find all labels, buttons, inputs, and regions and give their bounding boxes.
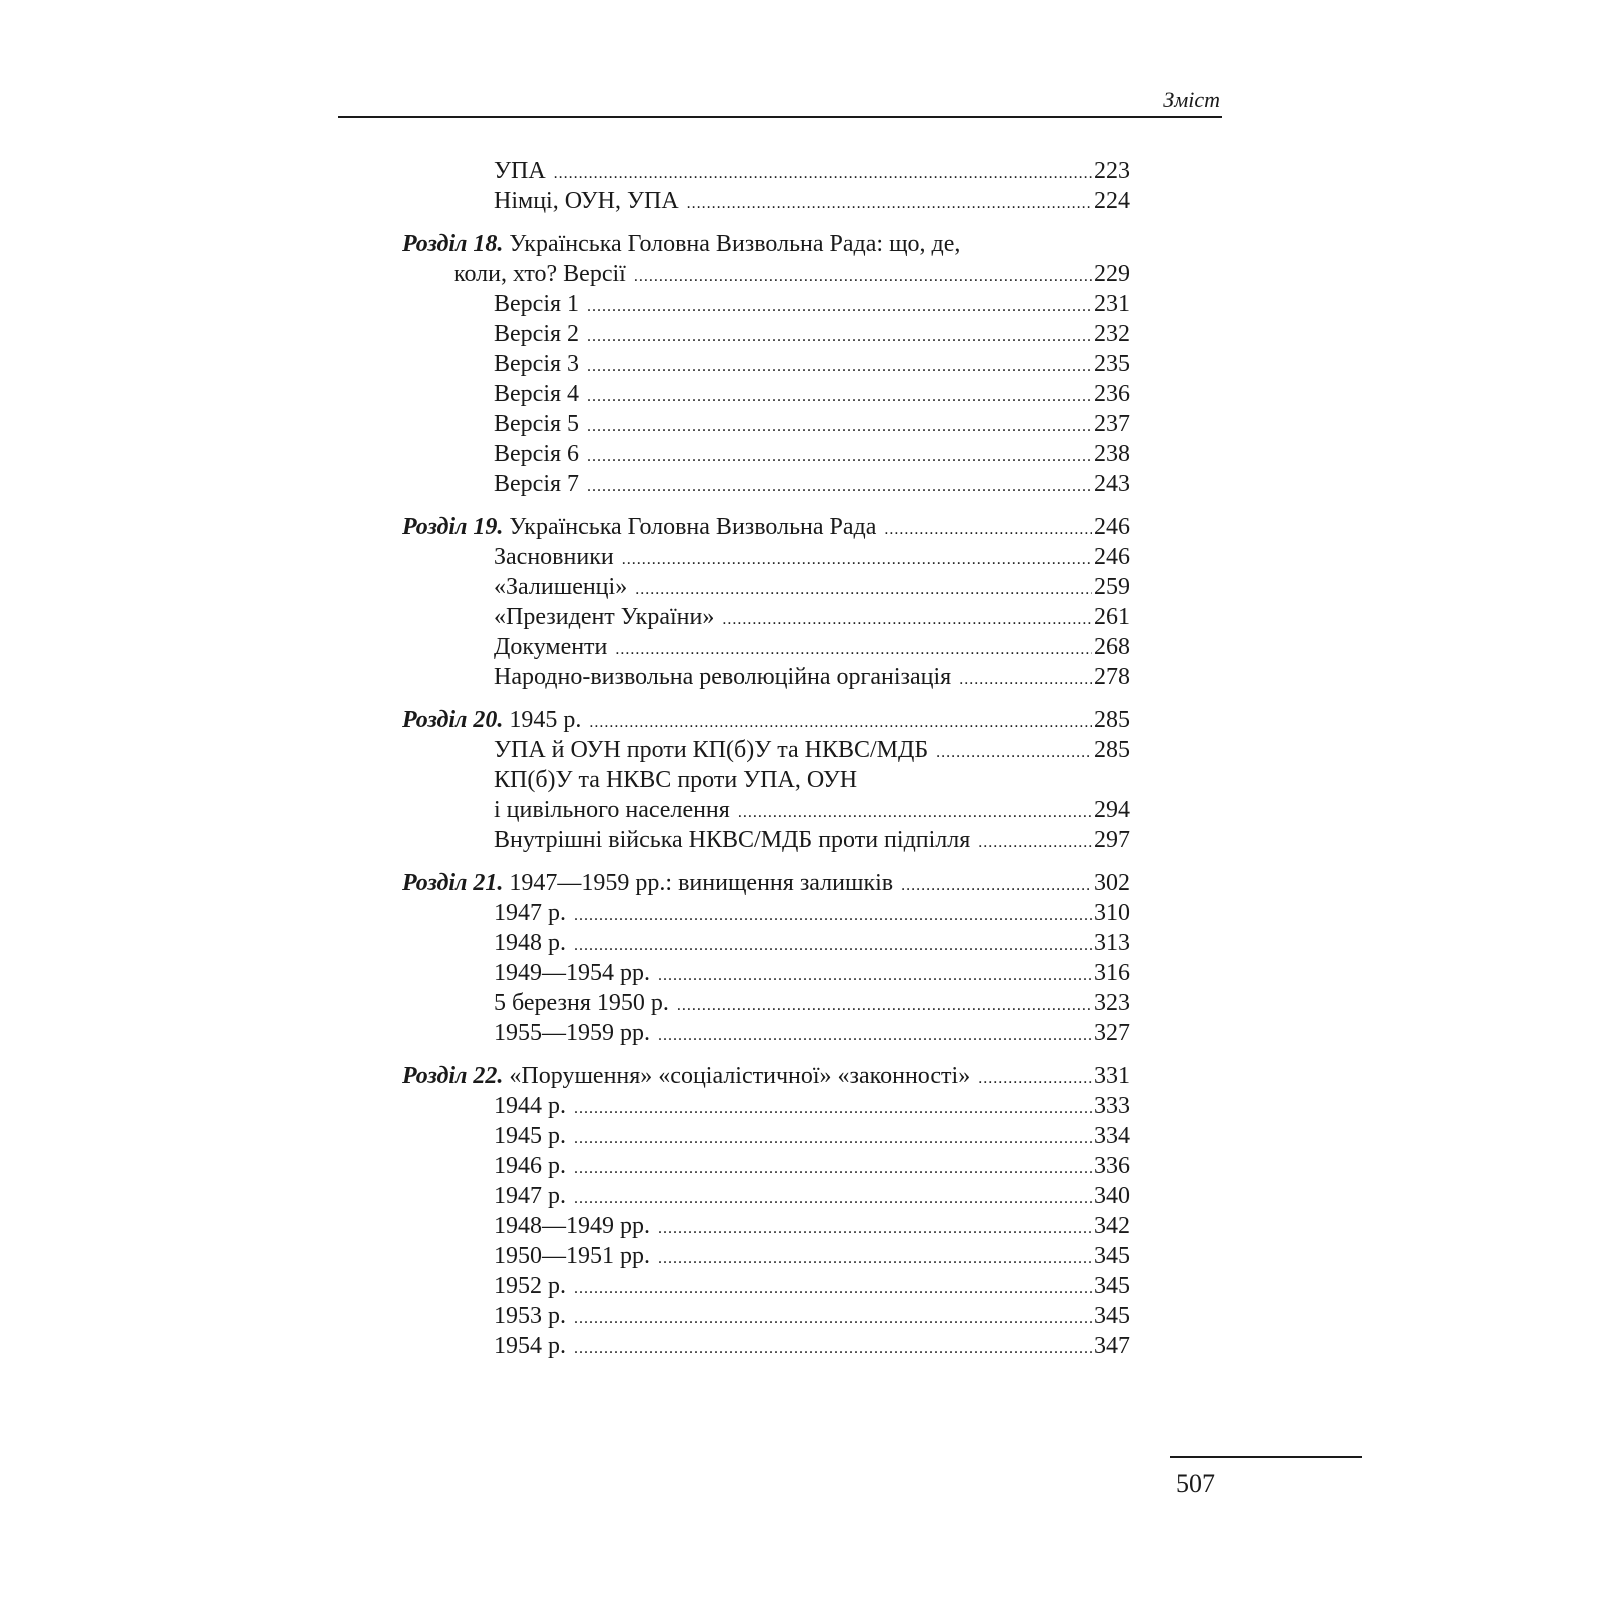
dot-leader bbox=[884, 515, 1092, 545]
dot-leader bbox=[658, 1244, 1092, 1274]
toc-entry-title: УПА й ОУН проти КП(б)У та НКВС/МДБ bbox=[494, 737, 929, 763]
toc-page-number: 259 bbox=[1094, 574, 1130, 600]
toc-page-number: 327 bbox=[1094, 1020, 1130, 1046]
toc-entry-label bbox=[494, 1018, 650, 1048]
dot-leader bbox=[622, 545, 1092, 575]
toc-entry-label bbox=[494, 1211, 650, 1241]
dot-leader bbox=[959, 665, 1092, 695]
toc-chapter-entry bbox=[402, 868, 1130, 898]
dot-leader bbox=[574, 1274, 1092, 1304]
footer-rule bbox=[1170, 1456, 1362, 1458]
dot-leader bbox=[587, 382, 1092, 412]
chapter-number: Розділ 20. bbox=[402, 707, 504, 733]
toc-entry-label bbox=[494, 1241, 650, 1271]
toc-entry-label bbox=[494, 1121, 566, 1151]
toc-entry-label bbox=[494, 988, 669, 1018]
dot-leader bbox=[687, 189, 1092, 219]
toc-entry-title: УПА bbox=[494, 158, 546, 184]
dot-leader bbox=[589, 708, 1092, 738]
toc-entry-label bbox=[494, 928, 566, 958]
toc-entry bbox=[402, 765, 1130, 795]
toc-entry-label bbox=[494, 289, 579, 319]
toc-entry-label bbox=[494, 156, 546, 186]
toc-page-number: 232 bbox=[1094, 321, 1130, 347]
toc-entry-title: 1949—1954 рр. bbox=[494, 960, 650, 986]
toc-entry-title: 1945 р. bbox=[509, 707, 582, 733]
toc-entry-label bbox=[494, 825, 970, 855]
toc-entry-title: Версія 2 bbox=[494, 321, 580, 347]
toc-page-number: 331 bbox=[1094, 1063, 1130, 1089]
toc-page-number: 223 bbox=[1094, 158, 1130, 184]
toc-page-number: 224 bbox=[1094, 188, 1130, 214]
toc-entry-title: Народно-визвольна революційна організація bbox=[494, 664, 952, 690]
dot-leader bbox=[574, 1304, 1092, 1334]
dot-leader bbox=[635, 575, 1092, 605]
toc-entry-label bbox=[494, 572, 627, 602]
toc-entry-label bbox=[494, 469, 579, 499]
toc-entry-title: 1946 р. bbox=[494, 1153, 566, 1179]
toc-entry bbox=[402, 289, 1130, 319]
toc-entry-title: Версія 1 bbox=[494, 291, 580, 317]
toc-entry-title: Версія 7 bbox=[494, 471, 580, 497]
toc-entry-label bbox=[402, 229, 960, 259]
toc-entry bbox=[402, 186, 1130, 216]
dot-leader bbox=[587, 292, 1092, 322]
toc-entry-label bbox=[494, 1301, 566, 1331]
toc-entry bbox=[402, 928, 1130, 958]
dot-leader bbox=[587, 472, 1092, 502]
toc-entry bbox=[402, 662, 1130, 692]
toc-entry-title: «Порушення» «соціалістичної» «законності» bbox=[509, 1063, 971, 1089]
dot-leader bbox=[554, 159, 1092, 189]
toc-entry-label bbox=[494, 795, 730, 825]
toc-entry-label bbox=[494, 1271, 566, 1301]
dot-leader bbox=[574, 931, 1092, 961]
toc-entry bbox=[402, 1211, 1130, 1241]
dot-leader bbox=[615, 635, 1092, 665]
toc-entry-title: 1954 р. bbox=[494, 1333, 566, 1359]
toc-entry-label bbox=[494, 542, 614, 572]
toc-page-number: 246 bbox=[1094, 514, 1130, 540]
toc-page-number: 347 bbox=[1094, 1333, 1130, 1359]
toc-entry bbox=[402, 259, 1130, 289]
toc-entry bbox=[402, 1271, 1130, 1301]
toc-entry-title: 1948 р. bbox=[494, 930, 566, 956]
dot-leader bbox=[587, 352, 1092, 382]
toc-page-number: 345 bbox=[1094, 1273, 1130, 1299]
toc-chapter-entry bbox=[402, 512, 1130, 542]
toc-entry bbox=[402, 1151, 1130, 1181]
toc-entry-title: «Президент України» bbox=[494, 604, 715, 630]
toc-entry-label bbox=[494, 1181, 566, 1211]
dot-leader bbox=[574, 901, 1092, 931]
toc-page-number: 323 bbox=[1094, 990, 1130, 1016]
toc-entry-title: 1947—1959 рр.: винищення залишків bbox=[509, 870, 894, 896]
toc-entry bbox=[402, 958, 1130, 988]
toc-entry-title: «Залишенці» bbox=[494, 574, 628, 600]
toc-page-number: 334 bbox=[1094, 1123, 1130, 1149]
toc-page-number: 345 bbox=[1094, 1243, 1130, 1269]
dot-leader bbox=[738, 798, 1092, 828]
toc-entry-label bbox=[494, 1151, 566, 1181]
toc-entry bbox=[402, 1241, 1130, 1271]
toc-entry-title: 1947 р. bbox=[494, 900, 566, 926]
toc-chapter-entry bbox=[402, 229, 1130, 259]
running-head-title: Зміст bbox=[1163, 87, 1220, 112]
dot-leader bbox=[574, 1184, 1092, 1214]
dot-leader bbox=[574, 1334, 1092, 1364]
toc-entry bbox=[402, 572, 1130, 602]
toc-entry-label bbox=[494, 602, 714, 632]
toc-entry-title: 1952 р. bbox=[494, 1273, 566, 1299]
toc-entry-label bbox=[494, 662, 951, 692]
chapter-number: Розділ 22. bbox=[402, 1063, 504, 1089]
toc-page-number: 302 bbox=[1094, 870, 1130, 896]
dot-leader bbox=[634, 262, 1092, 292]
toc-entry-title: Засновники bbox=[494, 544, 614, 570]
toc-page-number: 340 bbox=[1094, 1183, 1130, 1209]
toc-entry bbox=[402, 825, 1130, 855]
toc-entry-title: Українська Головна Визвольна Рада: що, де, bbox=[509, 231, 961, 257]
toc-entry bbox=[402, 469, 1130, 499]
toc-entry-label bbox=[494, 735, 928, 765]
toc-chapter-entry bbox=[402, 705, 1130, 735]
toc-page-number: 238 bbox=[1094, 441, 1130, 467]
dot-leader bbox=[587, 322, 1092, 352]
toc-entry bbox=[402, 156, 1130, 186]
toc-entry-title: і цивільного населення bbox=[494, 797, 730, 823]
dot-leader bbox=[574, 1094, 1092, 1124]
dot-leader bbox=[574, 1154, 1092, 1184]
toc-entry-title: Версія 3 bbox=[494, 351, 580, 377]
toc-page-number: 294 bbox=[1094, 797, 1130, 823]
toc-entry-label bbox=[494, 1331, 566, 1361]
toc-entry-title: Версія 6 bbox=[494, 441, 580, 467]
toc-page-number: 278 bbox=[1094, 664, 1130, 690]
dot-leader bbox=[658, 1214, 1092, 1244]
toc-page-number: 285 bbox=[1094, 737, 1130, 763]
toc-entry-label bbox=[494, 409, 579, 439]
chapter-number: Розділ 21. bbox=[402, 870, 504, 896]
dot-leader bbox=[978, 828, 1092, 858]
toc-entry-title: 1947 р. bbox=[494, 1183, 566, 1209]
toc-page-number: 345 bbox=[1094, 1303, 1130, 1329]
toc-entry-title: 1945 р. bbox=[494, 1123, 566, 1149]
toc-entry-title: Версія 5 bbox=[494, 411, 580, 437]
dot-leader bbox=[978, 1064, 1092, 1094]
toc-entry bbox=[402, 988, 1130, 1018]
toc-entry-label bbox=[402, 512, 876, 542]
toc-entry bbox=[402, 319, 1130, 349]
dot-leader bbox=[574, 1124, 1092, 1154]
toc-entry-title: 1944 р. bbox=[494, 1093, 566, 1119]
toc-entry-title: 5 березня 1950 р. bbox=[494, 990, 669, 1016]
page-number: 507 bbox=[1176, 1469, 1215, 1498]
toc-page-number: 229 bbox=[1094, 261, 1130, 287]
toc-entry bbox=[402, 1121, 1130, 1151]
toc-entry-label bbox=[494, 439, 579, 469]
toc-chapter-entry bbox=[402, 1061, 1130, 1091]
toc-entry-label bbox=[494, 379, 579, 409]
toc-entry-label bbox=[494, 319, 579, 349]
toc-entry bbox=[402, 439, 1130, 469]
toc-entry-label bbox=[494, 632, 607, 662]
toc-entry bbox=[402, 379, 1130, 409]
toc-entry-title: Німці, ОУН, УПА bbox=[494, 188, 679, 214]
toc-page-number: 246 bbox=[1094, 544, 1130, 570]
toc-page-number: 333 bbox=[1094, 1093, 1130, 1119]
toc-entry bbox=[402, 1331, 1130, 1361]
toc-page-number: 261 bbox=[1094, 604, 1130, 630]
toc-entry-label bbox=[494, 349, 579, 379]
toc-entry-label bbox=[454, 259, 626, 289]
toc-entry-label bbox=[494, 958, 650, 988]
toc-entry-label bbox=[402, 1061, 970, 1091]
dot-leader bbox=[901, 871, 1092, 901]
chapter-number: Розділ 19. bbox=[402, 514, 504, 540]
toc-entry bbox=[402, 1181, 1130, 1211]
chapter-number: Розділ 18. bbox=[402, 231, 504, 257]
dot-leader bbox=[677, 991, 1092, 1021]
toc-entry-label bbox=[494, 1091, 566, 1121]
toc-entry bbox=[402, 898, 1130, 928]
toc-entry bbox=[402, 1301, 1130, 1331]
toc-page-number: 243 bbox=[1094, 471, 1130, 497]
toc-page-number: 231 bbox=[1094, 291, 1130, 317]
toc-page-number: 310 bbox=[1094, 900, 1130, 926]
toc-page-number: 336 bbox=[1094, 1153, 1130, 1179]
toc-entry-title: коли, хто? Версії bbox=[454, 261, 626, 287]
running-head bbox=[338, 86, 1222, 118]
toc-page-number: 268 bbox=[1094, 634, 1130, 660]
table-of-contents bbox=[402, 156, 1130, 1361]
toc-entry-label bbox=[494, 765, 857, 795]
toc-page-number: 297 bbox=[1094, 827, 1130, 853]
toc-page-number: 313 bbox=[1094, 930, 1130, 956]
toc-page-number: 285 bbox=[1094, 707, 1130, 733]
toc-page-number: 236 bbox=[1094, 381, 1130, 407]
dot-leader bbox=[658, 1021, 1092, 1051]
dot-leader bbox=[722, 605, 1092, 635]
dot-leader bbox=[587, 412, 1092, 442]
toc-entry-title: 1953 р. bbox=[494, 1303, 566, 1329]
toc-entry-label bbox=[494, 186, 679, 216]
toc-entry bbox=[402, 409, 1130, 439]
toc-page-number: 237 bbox=[1094, 411, 1130, 437]
toc-entry-title: Внутрішні війська НКВС/МДБ проти підпілля bbox=[494, 827, 971, 853]
toc-entry bbox=[402, 795, 1130, 825]
toc-page-number: 235 bbox=[1094, 351, 1130, 377]
toc-entry-label bbox=[494, 898, 566, 928]
toc-entry bbox=[402, 349, 1130, 379]
toc-entry bbox=[402, 542, 1130, 572]
toc-entry-title: Українська Головна Визвольна Рада bbox=[509, 514, 877, 540]
toc-entry bbox=[402, 735, 1130, 765]
toc-entry bbox=[402, 632, 1130, 662]
toc-entry-title: 1950—1951 рр. bbox=[494, 1243, 650, 1269]
toc-entry bbox=[402, 1018, 1130, 1048]
toc-page-number: 342 bbox=[1094, 1213, 1130, 1239]
toc-entry-title: 1955—1959 рр. bbox=[494, 1020, 650, 1046]
toc-entry-label bbox=[402, 705, 581, 735]
toc-entry-title: Версія 4 bbox=[494, 381, 580, 407]
toc-entry-title: 1948—1949 рр. bbox=[494, 1213, 650, 1239]
dot-leader bbox=[658, 961, 1092, 991]
toc-page-number: 316 bbox=[1094, 960, 1130, 986]
toc-entry bbox=[402, 1091, 1130, 1121]
dot-leader bbox=[587, 442, 1092, 472]
toc-entry-title: КП(б)У та НКВС проти УПА, ОУН bbox=[494, 767, 858, 793]
toc-entry-label bbox=[402, 868, 893, 898]
toc-entry-title: Документи bbox=[494, 634, 608, 660]
dot-leader bbox=[936, 738, 1092, 768]
toc-entry bbox=[402, 602, 1130, 632]
